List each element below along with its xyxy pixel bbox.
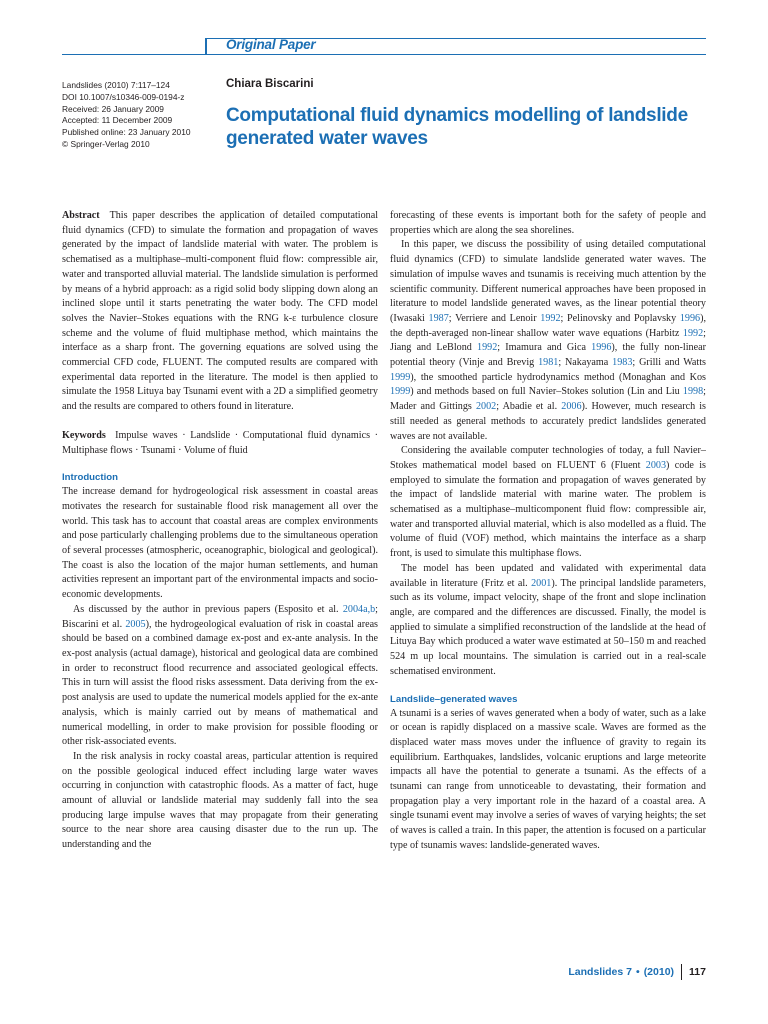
received-line: Received: 26 January 2009 — [62, 103, 164, 114]
introduction-paragraph-2: As discussed by the author in previous papers (Esposito et al. 2004a,b; Biscarini et al. 2005), the hydrogeological evaluation of risk in coastal areas should be based on a combined damage ex-post and ex-ante analysis. In the ex-post analysis (actual damage), historical and geological data are combined in order to reconstruct flood recurrence and associated geological effects. This in turn will assist the flood risks assessment. Data deriving from the ex-post analysis are used to update the numerical models applied for the ex-ante analysis, which is mainly carried out by means of mathematical and numerical modelling, in order to make provision for possible flooding or other risk-associated events. — [62, 603, 378, 748]
citation-link[interactable]: 1999 — [390, 371, 411, 383]
citation-link[interactable]: 1998 — [682, 386, 704, 398]
article-title: Computational fluid dynamics modelling of landslide generated water waves — [226, 105, 688, 149]
citation-link[interactable]: 1996 — [679, 312, 701, 324]
header-rule-bottom — [62, 54, 706, 55]
citation-link[interactable]: 1996 — [591, 342, 612, 354]
keywords-label: Keywords — [62, 429, 106, 441]
section-label: Original Paper — [226, 37, 316, 52]
footer-divider — [681, 964, 682, 980]
footer-journal: Landslides 7 — [568, 966, 632, 978]
citation-link[interactable]: 2006 — [561, 401, 582, 413]
introduction-heading: Introduction — [62, 472, 118, 484]
right-paragraph-0: forecasting of these events is important both for the safety of people and properties which are along the sea shorelines. — [390, 210, 706, 236]
right-paragraph-2: Considering the available computer technologies of today, a full Navier–Stokes mathematical model based on FLUENT 6 (Fluent 2003) code is employed to simulate the formation and propagation of waves generated by the impact of landslide material with marine water. The problem is schematised as a multiphase–multicomponent fluid flow: compressible air, water and transported alluvial material, which is also modelled as a fluid. The volume of fluid (VOF) method, which maintains the interface as a sharp front, is used to simulate this multiphase flows. — [390, 445, 706, 560]
citation-link[interactable]: 1992 — [540, 312, 561, 324]
introduction-paragraph-3: In the risk analysis in rocky coastal areas, particular attention is required on the possible geological induced effect including large water waves occurring in conjunction with catastrophic floods. As a matter of fact, huge amount of alluvial or landslide material may suddenly fall into the sea producing large impulse waves that may propagate from their generating source to the near shore area causing disaster due to the run up. The understanding and the — [62, 750, 378, 851]
keywords — [62, 429, 378, 458]
footer-year: (2010) — [643, 966, 675, 978]
citation-link[interactable]: 2003 — [645, 459, 667, 471]
citation-link[interactable]: 2002 — [475, 401, 497, 413]
abstract-text: This paper describes the application of detailed computational fluid dynamics (CFD) to simulate the formation and propagation of waves generated by the impact of landslide material with water. The problem is schematised as a multiphase–multi-component fluid flow: compressible air, water and transported alluvial material. The landslide simulation is performed by means of a hybrid approach: as a rigid solid body slipping down along an inclined slope until it starts penetrating the water body. The CFD model solves the Navier–Stokes equations with the RNG k-ε turbulence closure scheme and the volume of fluid multiphase method, which maintains the interface as a sharp front. The governing equations are solved using the commercial CFD code, FLUENT. The computed results are compared with experimental data reported in the literature. The model is then applied to simulate the 1958 Lituya bay Tsunami event with a 2D a simplified geometry and the results are compared to others found in literature. — [62, 210, 379, 413]
citation-link[interactable]: 1999 — [390, 386, 411, 398]
published-line: Published online: 23 January 2010 — [62, 127, 191, 138]
landslide-waves-heading: Landslide–generated waves — [390, 693, 518, 705]
citation-link[interactable]: 1987 — [428, 312, 449, 324]
citation-link[interactable]: 1992 — [477, 342, 498, 354]
page-number: 117 — [689, 966, 706, 978]
right-paragraph-1: In this paper, we discuss the possibility of using detailed computational fluid dynamics (CFD) to simulate landslide generated water waves. The simulation of impulse waves and tsunamis is receiving much attention by the scientific community. Different numerical approaches have been proposed in literature to model landslide generated waves, as the linear potential theory (Iwasaki 1987; Verriere and Lenoir 1992; Pelinovsky and Poplavsky 1996), the depth-averaged non-linear shallow water wave equations (Harbitz 1992; Jiang and LeBlond 1992; Imamura and Gica 1996), the fully non-linear potential theory (Vinje and Brevig 1981; Nakayama 1983; Grilli and Watts 1999), the smoothed particle hydrodynamics method (Monaghan and Kos 1999) and methods based on full Navier–Stokes solution (Lin and Liu 1998; Mader and Gittings 2002; Abadie et al. 2006). However, much research is still needed as general methods to accurately predict landslides generated waves are not available. — [390, 239, 706, 442]
doi-line: DOI 10.1007/s10346-009-0194-z — [62, 91, 185, 102]
article-metadata — [62, 80, 222, 151]
keywords-text: Impulse waves · Landslide · Computational fluid dynamics · Multiphase flows · Tsunami · Volume of fluid — [62, 429, 379, 456]
citation-link[interactable]: 2001 — [531, 577, 552, 589]
footer-separator-dot: • — [636, 966, 640, 978]
page-footer — [568, 964, 706, 980]
accepted-line: Accepted: 11 December 2009 — [62, 115, 173, 126]
citation-link[interactable]: 2004a,b — [342, 603, 376, 615]
introduction-paragraph-1: The increase demand for hydrogeological risk assessment in coastal areas motivates the research for sustainable flood risk management all over the world. This task has to account that coastal areas are complex environments and pose particularly challenging problems due to the simultaneous operation of several processes (atmospheric, oceanographic, biological and geological). The coast is also the location of the major human settlements, and human activities represent an important part of the environmental impacts and socio-economic developments. — [62, 486, 378, 601]
citation-link[interactable]: 1992 — [682, 327, 704, 339]
right-paragraph-4: A tsunami is a series of waves generated when a body of water, such as a lake or ocean is rapidly displaced on a massive scale. Waves are formed as the displaced water mass moves under the influence of gravity to regain its equilibrium. Earthquakes, landslides, volcanic eruptions and large meteorite impacts all have the potential to generate a tsunami. As the effects of a tsunami can range from unnoticeable to devastating, their formation and propagation play a very important role in the hazard of a coastal area. A single tsunami event may involve a series of waves of varying heights; the set of waves is called a train. In this paper, the attention is focused on a particular type of tsunamis waves: landslide-generated waves. — [390, 707, 706, 851]
left-column — [62, 209, 378, 853]
abstract-label: Abstract — [62, 210, 100, 221]
copyright-line: © Springer-Verlag 2010 — [62, 138, 150, 149]
citation-line: Landslides (2010) 7:117–124 — [62, 80, 170, 90]
right-paragraph-3: The model has been updated and validated with experimental data available in literature (Fritz et al. 2001). The principal landslide parameters, such as its volume, impact velocity, shape of the front and slope inclination angle, are compared and the differences are discussed. Finally, the model is applied to simulate a simplified reconstruction of the landslide at the head of Lituya Bay which produced a water wave estimated at 50–150 m and reached 524 m up local mountains. The simulation is carried out in a real-scale schematised environment. — [390, 562, 706, 677]
citation-link[interactable]: 2005 — [125, 618, 146, 630]
abstract — [62, 209, 378, 415]
citation-link[interactable]: 1981 — [538, 357, 559, 369]
header-vertical-bar — [205, 38, 207, 54]
right-column — [390, 209, 706, 854]
citation-link[interactable]: 1983 — [612, 357, 633, 369]
author-name: Chiara Biscarini — [226, 78, 314, 90]
